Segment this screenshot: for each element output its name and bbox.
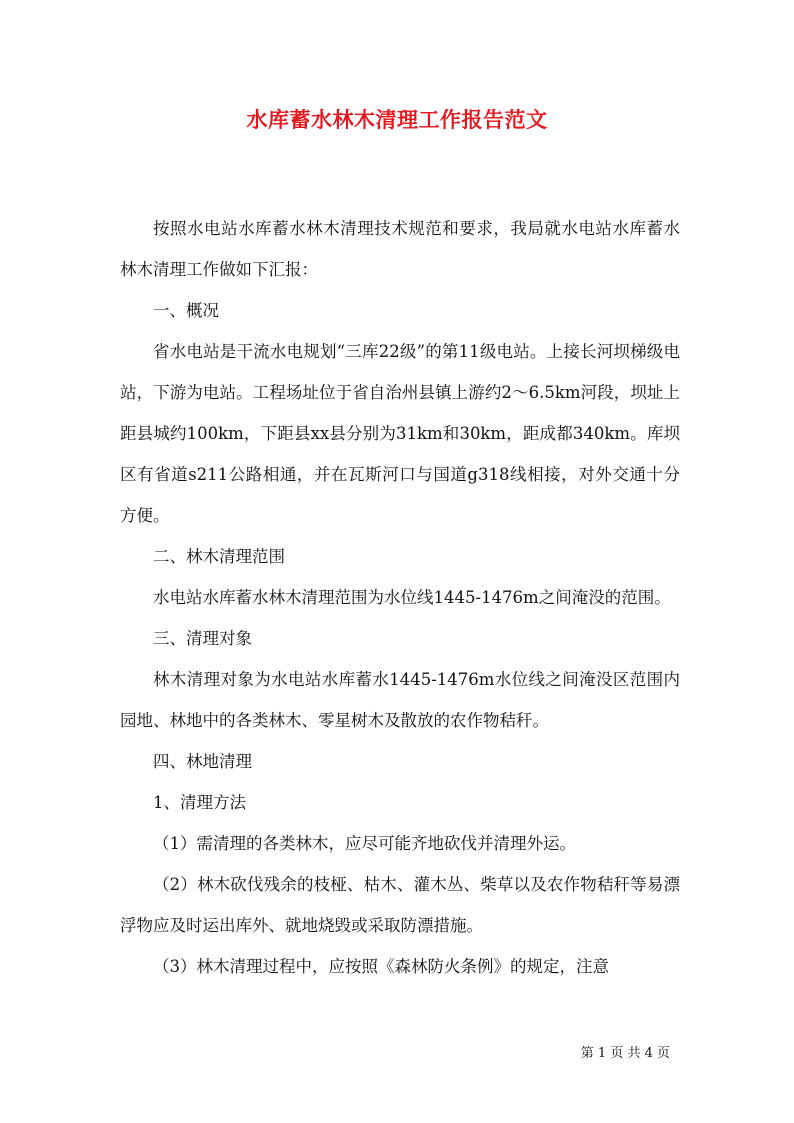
subheading-method: 1、清理方法 bbox=[153, 793, 246, 812]
objects-paragraph: 林木清理对象为水电站水库蓄水1445-1476m水位线之间淹没区范围内园地、林地中的各类林木、零星树木及散放的农作物秸秆。 bbox=[120, 670, 680, 730]
method-item-2: （2）林木砍伐残余的枝桠、枯木、灌木丛、柴草以及农作物秸秆等易漂浮物应及时运出库外、就地烧毁或采取防漂措施。 bbox=[120, 875, 680, 935]
overview-paragraph: 省水电站是干流水电规划“三库22级”的第11级电站。上接长河坝梯级电站，下游为电站。工程场址位于省自治州县镇上游约2～6.5km河段，坝址上距县城约100km，下距县xx县分别为31km和30km，距成都340km。库坝区有省道s211公路相通，并在瓦斯河口与国道g318线相接，对外交通十分方便。 bbox=[120, 342, 680, 525]
document-body bbox=[120, 208, 680, 987]
section-heading-forest-clearing: 四、林地清理 bbox=[153, 752, 252, 771]
section-heading-overview: 一、概况 bbox=[153, 301, 219, 320]
document-title: 水库蓄水林木清理工作报告范文 bbox=[246, 107, 548, 132]
method-item-1: （1）需清理的各类林木，应尽可能齐地砍伐并清理外运。 bbox=[153, 834, 576, 853]
section-heading-objects: 三、清理对象 bbox=[153, 629, 252, 648]
page-number-footer: 第 1 页 共 4 页 bbox=[580, 1046, 670, 1061]
method-item-3: （3）林木清理过程中，应按照《森林防火条例》的规定，注意 bbox=[153, 957, 609, 976]
scope-paragraph: 水电站水库蓄水林木清理范围为水位线1445-1476m之间淹没的范围。 bbox=[153, 588, 671, 607]
section-heading-scope: 二、林木清理范围 bbox=[153, 547, 285, 566]
intro-paragraph: 按照水电站水库蓄水林木清理技术规范和要求，我局就水电站水库蓄水林木清理工作做如下汇报： bbox=[120, 219, 680, 279]
